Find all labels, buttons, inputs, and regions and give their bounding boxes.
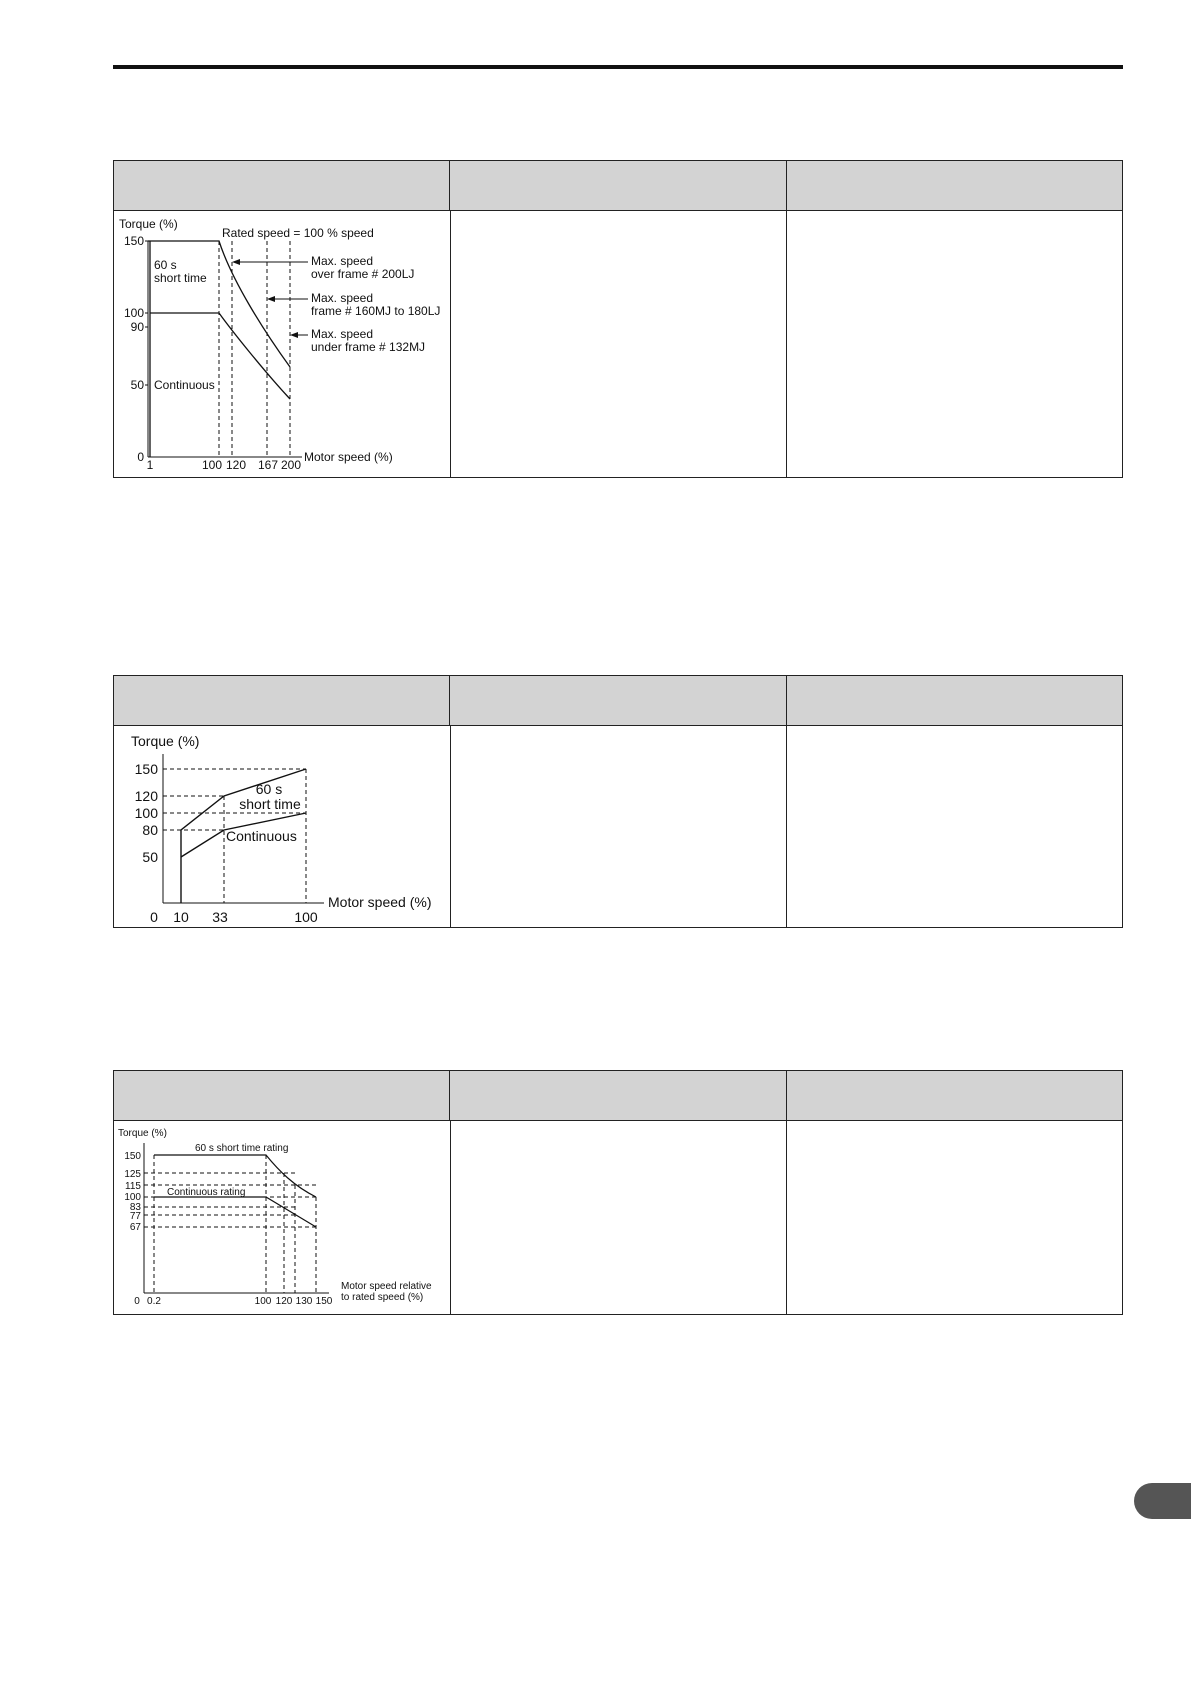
x-axis-label: to rated speed (%): [341, 1292, 424, 1303]
table-1: [113, 160, 1123, 478]
x-tick-label: 0: [150, 909, 158, 925]
arrowhead: [232, 259, 240, 265]
annotation-text: frame # 160MJ to 180LJ: [311, 304, 441, 318]
x-axis-label: Motor speed (%): [328, 894, 432, 910]
x-tick-label: 150: [315, 1296, 333, 1307]
short-time-label: 60 s short time rating: [195, 1143, 289, 1154]
x-tick-label: 0: [134, 1296, 140, 1307]
y-tick-label: 67: [129, 1222, 141, 1233]
y-tick-label: 50: [142, 849, 158, 865]
table-header-row: [114, 676, 1122, 726]
arrowhead: [290, 332, 298, 338]
annotation-text: over frame # 200LJ: [311, 267, 415, 281]
y-tick-label: 150: [123, 234, 144, 248]
continuous-label: Continuous: [226, 828, 297, 844]
x-tick-label: 1: [146, 458, 154, 472]
y-axis-label: Torque (%): [118, 1128, 167, 1139]
y-tick-label: 77: [129, 1211, 141, 1222]
y-tick-label: 125: [124, 1169, 141, 1180]
x-tick-label: 100: [254, 1296, 272, 1307]
chart-cell: [114, 1121, 451, 1314]
x-tick-label: 0.2: [147, 1296, 161, 1307]
arrowhead: [267, 296, 275, 302]
header-cell: [787, 676, 1122, 725]
x-tick-label: 33: [212, 909, 228, 925]
chart-cell: [114, 726, 451, 927]
torque-chart-3: [114, 1121, 450, 1314]
y-tick-label: 100: [123, 306, 144, 320]
table-header-row: [114, 1071, 1122, 1121]
chart-cell: [114, 211, 451, 477]
continuous-label: Continuous: [154, 378, 215, 392]
x-axis-label: Motor speed (%): [304, 450, 393, 464]
annotation-text: Max. speed: [311, 327, 374, 341]
short-time-label: short time: [239, 796, 301, 812]
table-header-row: [114, 161, 1122, 211]
y-tick-label: 90: [130, 320, 144, 334]
y-tick-label: 120: [134, 788, 158, 804]
y-tick-label: 100: [134, 805, 158, 821]
table-3: [113, 1070, 1123, 1315]
y-tick-label: 80: [142, 822, 158, 838]
x-tick-label: 100: [201, 458, 223, 472]
header-cell: [450, 676, 786, 725]
rated-speed-label: Rated speed = 100 % speed: [222, 226, 374, 240]
header-cell: [114, 1071, 450, 1120]
header-cell: [114, 161, 450, 210]
y-tick-label: 115: [125, 1181, 141, 1192]
y-tick-label: 0: [137, 450, 144, 464]
table-cell: [451, 726, 787, 927]
table-cell: [451, 1121, 787, 1314]
y-tick-label: 83: [129, 1202, 141, 1213]
y-tick-label: 150: [134, 761, 158, 777]
y-axis-label: Torque (%): [119, 217, 178, 231]
annotation-text: Max. speed: [311, 254, 374, 268]
section-tab-marker: [1134, 1483, 1191, 1519]
continuous-label: Continuous rating: [167, 1187, 246, 1198]
header-cell: [787, 161, 1122, 210]
table-cell: [787, 1121, 1122, 1314]
table-cell: [787, 726, 1122, 927]
annotation-text: Max. speed: [311, 291, 374, 305]
x-tick-label: 10: [173, 909, 189, 925]
header-cell: [450, 1071, 786, 1120]
torque-chart-2: [114, 726, 450, 927]
x-tick-label: 167: [257, 458, 279, 472]
table-cell: [787, 211, 1122, 477]
continuous-curve: [154, 1197, 316, 1227]
torque-chart-1: [114, 211, 450, 477]
x-axis-label: Motor speed relative: [341, 1281, 432, 1292]
header-cell: [787, 1071, 1122, 1120]
table-cell: [451, 211, 787, 477]
short-time-label: 60 s: [255, 781, 283, 797]
x-tick-label: 120: [275, 1296, 293, 1307]
table-2: [113, 675, 1123, 928]
short-time-label: 60 s: [154, 258, 177, 272]
x-tick-label: 200: [280, 458, 302, 472]
y-tick-label: 100: [124, 1192, 141, 1203]
x-tick-label: 120: [225, 458, 247, 472]
y-tick-label: 50: [130, 378, 144, 392]
annotation-text: under frame # 132MJ: [311, 340, 426, 354]
x-tick-label: 130: [295, 1296, 313, 1307]
short-time-label: short time: [154, 271, 207, 285]
header-cell: [450, 161, 786, 210]
y-axis-label: Torque (%): [131, 733, 200, 749]
top-rule: [113, 65, 1123, 69]
y-tick-label: 150: [124, 1151, 141, 1162]
header-cell: [114, 676, 450, 725]
x-tick-label: 100: [294, 909, 318, 925]
